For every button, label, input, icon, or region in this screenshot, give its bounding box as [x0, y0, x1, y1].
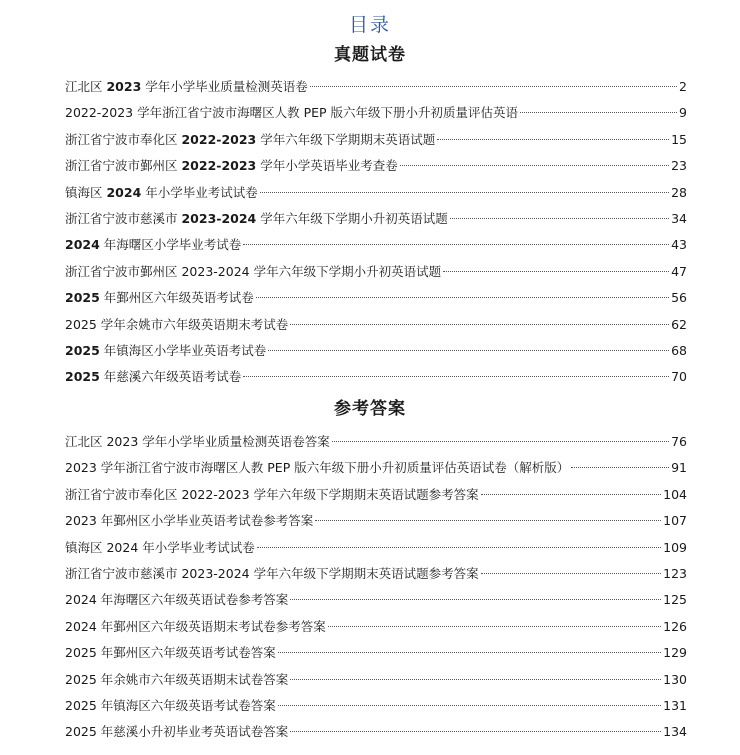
toc-entry[interactable]: [65, 316, 687, 342]
toc-entry-title-text: 2023 学年浙江省宁波市海曙区人教 PEP 版六年级下册小升初质量评估英语试卷（解析版）: [65, 460, 570, 476]
dot-leader: [243, 244, 669, 245]
toc-entry-title[interactable]: [65, 539, 255, 557]
toc-entry-title-text-after: 年镇海区小学毕业英语考试卷: [99, 342, 267, 358]
toc-entry-title[interactable]: [65, 723, 288, 741]
toc-entry-page-number[interactable]: 62: [671, 316, 687, 332]
dot-leader: [520, 112, 677, 113]
toc-entry-title[interactable]: [65, 368, 241, 386]
toc-entry-page-number[interactable]: 23: [671, 158, 687, 174]
toc-entry-title-bold: 2023-2024: [181, 210, 257, 226]
toc-entry-title-text-after: 年慈溪六年级英语考试卷: [99, 369, 242, 385]
dot-leader: [400, 165, 669, 166]
toc-entry-title-text: 2025 年余姚市六年级英语期末试卷答案: [65, 671, 289, 687]
toc-entry[interactable]: [65, 131, 687, 157]
toc-entry-page-number[interactable]: 91: [671, 460, 687, 476]
toc-entry-title[interactable]: [65, 184, 258, 202]
toc-entry-title-bold: 2025: [65, 369, 100, 385]
toc-entry-title-text-after: 学年六年级下学期期末英语试题: [256, 131, 436, 147]
toc-entry-title[interactable]: [65, 459, 569, 477]
toc-entry-title[interactable]: [65, 104, 518, 122]
toc-entry-title[interactable]: [65, 131, 435, 149]
toc-entry-title-text-after: 年海曙区小学毕业考试卷: [99, 237, 242, 253]
toc-entry[interactable]: [65, 723, 687, 749]
toc-entry-page-number[interactable]: 56: [671, 290, 687, 306]
section-heading-exams: 真题试卷: [334, 45, 406, 65]
dot-leader: [268, 350, 669, 351]
toc-entry-title-bold: 2023: [106, 79, 142, 94]
toc-entry-title[interactable]: [65, 210, 448, 228]
toc-entry-title-text: 2024 年鄞州区六年级英语期末考试卷参考答案: [65, 618, 326, 634]
toc-entry-title[interactable]: [65, 644, 276, 662]
toc-entry-title[interactable]: [65, 263, 441, 281]
toc-entry-title-bold: 2024: [65, 237, 100, 253]
toc-entry[interactable]: [65, 236, 687, 262]
toc-entry-title-text: 2025 年慈溪小升初毕业考英语试卷答案: [65, 724, 289, 740]
toc-entry[interactable]: [65, 157, 687, 183]
dot-leader: [256, 297, 669, 298]
toc-entry[interactable]: [65, 697, 687, 723]
toc-entry[interactable]: [65, 591, 687, 617]
toc-entry[interactable]: [65, 618, 687, 644]
toc-entry[interactable]: [65, 263, 687, 289]
toc-entry-title-bold: 2024: [106, 184, 142, 200]
toc-entry-title-text: 浙江省宁波市奉化区 2022-2023 学年六年级下学期期末英语试题参考答案: [65, 486, 479, 502]
toc-list-exams: [65, 78, 687, 395]
toc-entry-title-text-after: 学年小学毕业质量检测英语卷: [141, 79, 308, 94]
toc-entry-title-text: 2022-2023 学年浙江省宁波市海曙区人教 PEP 版六年级下册小升初质量评估英语: [65, 105, 519, 121]
toc-entry-page-number[interactable]: 28: [671, 184, 687, 200]
toc-entry-title-text: 镇海区: [65, 184, 107, 200]
toc-entry-title-text: 江北区: [65, 79, 107, 94]
toc-entry-title-bold: 2025: [65, 342, 100, 358]
dot-leader: [290, 324, 669, 325]
toc-entry-title[interactable]: [65, 342, 266, 360]
toc-entry-title-text: 2025 年鄞州区六年级英语考试卷答案: [65, 645, 276, 661]
toc-entry[interactable]: [65, 368, 687, 394]
toc-entry-page-number[interactable]: 68: [671, 342, 687, 358]
toc-entry-title-bold: 2025: [65, 290, 100, 306]
toc-entry-page-number[interactable]: 123: [663, 565, 687, 581]
toc-entry-title-text-after: 学年小学英语毕业考查卷: [256, 158, 398, 174]
dot-leader: [437, 139, 669, 140]
toc-list-answers: [65, 433, 687, 750]
toc-entry-title-text: 浙江省宁波市慈溪市 2023-2024 学年六年级下学期期末英语试题参考答案: [65, 565, 479, 581]
toc-entry[interactable]: [65, 433, 687, 459]
toc-entry[interactable]: [65, 671, 687, 697]
toc-entry-page-number[interactable]: 134: [663, 724, 687, 740]
dot-leader: [243, 376, 669, 377]
toc-entry-title[interactable]: [65, 486, 479, 504]
toc-entry-title[interactable]: [65, 565, 479, 583]
dot-leader: [278, 652, 661, 653]
toc-entry-page-number[interactable]: 109: [663, 539, 687, 555]
toc-entry-title[interactable]: [65, 591, 288, 609]
toc-entry[interactable]: [65, 78, 687, 104]
toc-entry-title-text: 江北区 2023 学年小学毕业质量检测英语卷答案: [65, 434, 330, 449]
toc-entry[interactable]: [65, 459, 687, 485]
toc-entry-page-number[interactable]: 47: [671, 263, 687, 279]
dot-leader: [278, 705, 661, 706]
toc-entry[interactable]: [65, 184, 687, 210]
toc-entry-title-text: 2023 年鄞州区小学毕业英语考试卷参考答案: [65, 513, 314, 529]
toc-entry-title[interactable]: [65, 671, 288, 689]
toc-entry-title[interactable]: [65, 618, 326, 636]
dot-leader: [332, 441, 669, 442]
toc-entry-title-text: 2025 学年余姚市六年级英语期末考试卷: [65, 316, 289, 332]
dot-leader: [443, 271, 669, 272]
toc-entry-title[interactable]: [65, 697, 276, 715]
toc-entry[interactable]: [65, 486, 687, 512]
toc-entry-title-text: 浙江省宁波市奉化区: [65, 131, 182, 147]
toc-entry-page-number[interactable]: 34: [671, 210, 687, 226]
dot-leader: [481, 573, 662, 574]
dot-leader: [310, 86, 677, 87]
toc-entry-title[interactable]: [65, 433, 330, 451]
toc-entry-title-bold: 2022-2023: [181, 158, 257, 174]
toc-entry-title-text: 浙江省宁波市鄞州区 2023-2024 学年六年级下学期小升初英语试题: [65, 263, 442, 279]
toc-entry-page-number[interactable]: 129: [663, 645, 687, 661]
toc-entry[interactable]: [65, 644, 687, 670]
toc-entry[interactable]: [65, 512, 687, 538]
dot-leader: [290, 731, 661, 732]
toc-entry-page-number[interactable]: 130: [663, 671, 687, 687]
section-heading-answers: 参考答案: [334, 399, 406, 419]
dot-leader: [315, 520, 661, 521]
toc-entry[interactable]: [65, 565, 687, 591]
toc-entry-page-number[interactable]: 125: [663, 592, 687, 608]
toc-entry-title-text: 镇海区 2024 年小学毕业考试试卷: [65, 539, 255, 555]
toc-entry-page-number[interactable]: 2: [679, 79, 687, 94]
toc-entry[interactable]: [65, 104, 687, 130]
toc-entry[interactable]: [65, 289, 687, 315]
dot-leader: [450, 218, 669, 219]
toc-entry-title-text-after: 学年六年级下学期小升初英语试题: [256, 210, 448, 226]
toc-entry-page-number[interactable]: 104: [663, 486, 687, 502]
toc-entry-title[interactable]: [65, 78, 308, 96]
dot-leader: [290, 679, 661, 680]
toc-entry-page-number[interactable]: 126: [663, 618, 687, 634]
toc-entry-title[interactable]: [65, 236, 241, 254]
toc-entry[interactable]: [65, 210, 687, 236]
toc-entry-title[interactable]: [65, 157, 398, 175]
toc-entry-page-number[interactable]: 70: [671, 369, 687, 385]
toc-title: 目录: [348, 14, 391, 36]
toc-entry-page-number[interactable]: 76: [671, 434, 687, 449]
toc-entry-title-text-after: 年鄞州区六年级英语考试卷: [99, 290, 254, 306]
toc-entry-title-text: 2024 年海曙区六年级英语试卷参考答案: [65, 592, 289, 608]
toc-entry-title-bold: 2022-2023: [181, 131, 257, 147]
toc-entry[interactable]: [65, 539, 687, 565]
toc-entry[interactable]: [65, 342, 687, 368]
toc-entry-page-number[interactable]: 9: [679, 105, 687, 121]
dot-leader: [290, 599, 661, 600]
toc-entry-title-text: 2025 年镇海区六年级英语考试卷答案: [65, 697, 276, 713]
toc-entry-title-text: 浙江省宁波市慈溪市: [65, 210, 182, 226]
toc-entry-title[interactable]: [65, 512, 313, 530]
dot-leader: [260, 192, 669, 193]
dot-leader: [257, 547, 661, 548]
dot-leader: [328, 626, 661, 627]
dot-leader: [481, 494, 662, 495]
toc-entry-page-number[interactable]: 43: [671, 237, 687, 253]
dot-leader: [571, 467, 669, 468]
toc-entry-title-text-after: 年小学毕业考试试卷: [141, 184, 258, 200]
toc-entry-title-text: 浙江省宁波市鄞州区: [65, 158, 182, 174]
toc-entry-page-number[interactable]: 107: [663, 513, 687, 529]
toc-entry-page-number[interactable]: 131: [663, 697, 687, 713]
toc-entry-page-number[interactable]: 15: [671, 131, 687, 147]
toc-entry-title[interactable]: [65, 316, 288, 334]
toc-entry-title[interactable]: [65, 289, 254, 307]
